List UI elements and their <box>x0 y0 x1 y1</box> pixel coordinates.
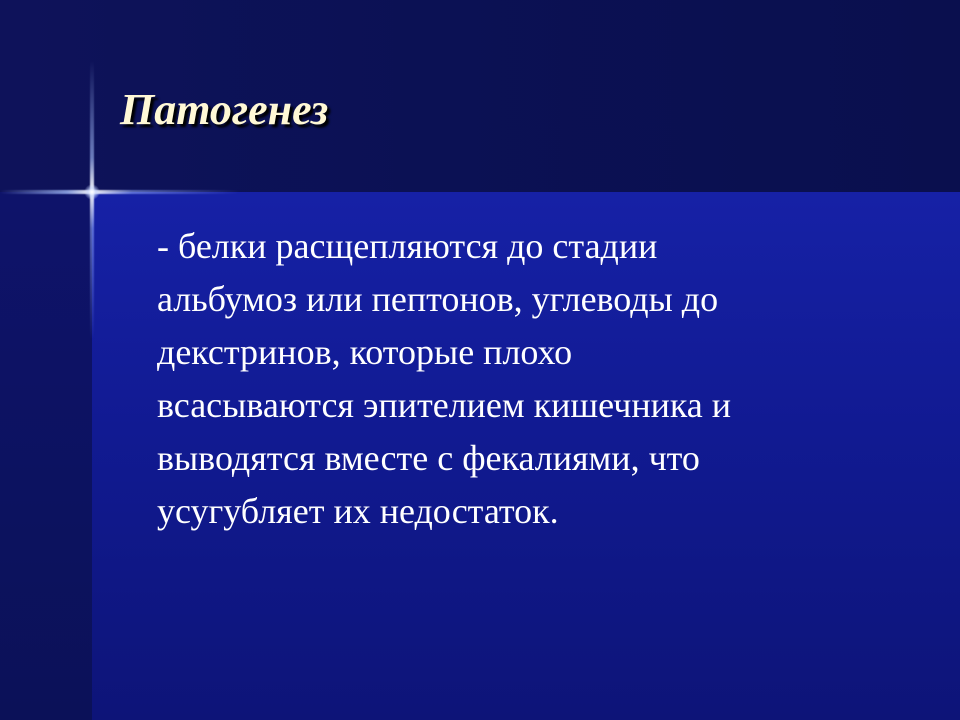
body-line: декстринов, которые плохо <box>157 332 573 372</box>
body-line: альбумоз или пептонов, углеводы до <box>157 279 719 319</box>
slide-body <box>157 220 877 538</box>
body-line: всасываются эпителием кишечника и <box>157 385 732 425</box>
body-line: выводятся вместе с фекалиями, что <box>157 438 700 478</box>
sparkle-core <box>84 184 100 200</box>
body-line: усугубляет их недостаток. <box>157 491 559 531</box>
sparkle-vertical-ray <box>90 60 94 340</box>
body-line: - белки расщепляются до стадии <box>157 226 658 266</box>
slide-title: Патогенез <box>120 85 329 134</box>
left-band <box>0 192 92 720</box>
sparkle-horizontal-ray <box>0 190 240 194</box>
